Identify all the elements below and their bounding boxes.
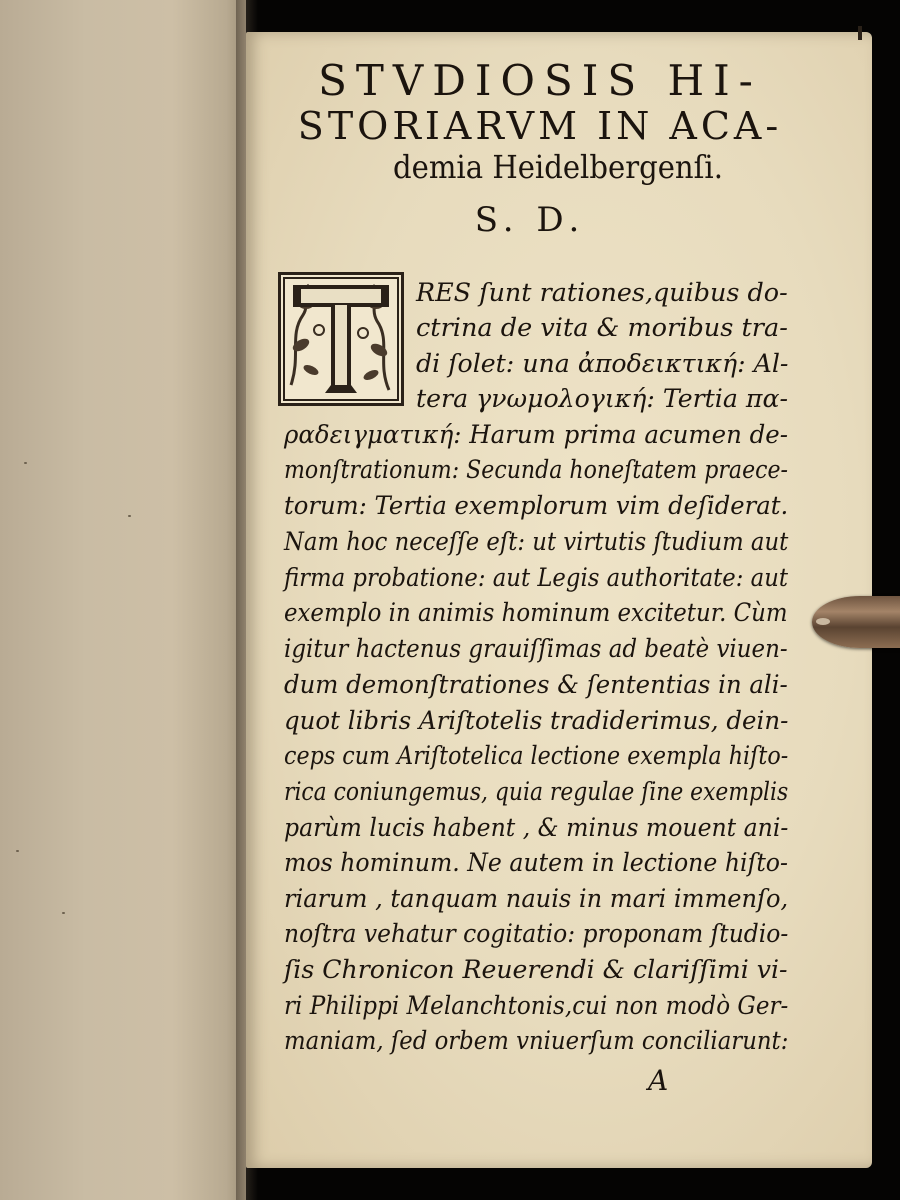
body-line: monſtrationum: Secunda honeſtatem praece- [284, 455, 789, 484]
body-line: Nam hoc neceſſe eſt: ut virtutis ſtudium aut [284, 527, 789, 556]
body-line: firma probatione: aut Legis authoritate: aut [284, 563, 788, 592]
heading-line-1: STVDIOSIS HI- [318, 56, 762, 105]
body-line: parùm lucis habent , & minus mouent ani- [284, 813, 789, 842]
body-line: exemplo in animis hominum excitetur. Cùm [284, 598, 788, 627]
body-line: ceps cum Ariſtotelica lectione exempla hiſto- [284, 741, 789, 770]
body-line: mos hominum. Ne autem in lectione hiſto- [284, 848, 788, 877]
body-line: torum: Tertia exemplorum vim deſiderat. [284, 491, 789, 520]
page-edge-mark [858, 26, 862, 40]
body-line: ctrina de vita & moribus tra- [416, 313, 788, 342]
salutation: S. D. [474, 200, 586, 240]
body-line: riarum , tanquam nauis in mari immenſo, [284, 884, 789, 913]
body-line: di ſolet: una ἀποδεικτική: Al- [416, 349, 789, 378]
decorated-initial [278, 272, 404, 406]
body-line: rica coniungemus, quia regulae ſine exemplis [284, 777, 789, 806]
body-line: dum demonſtrationes & ſententias in ali- [284, 670, 788, 699]
catchword: A [648, 1064, 669, 1097]
body-line: RES ſunt rationes,quibus do- [416, 278, 788, 307]
body-line: igitur hactenus grauiſſimas ad beatè viuen- [284, 634, 788, 663]
heading-line-3: demia Heidelbergenſi. [393, 148, 723, 186]
body-line: maniam, ſed orbem vniuerſum conciliarunt: [284, 1026, 789, 1055]
body-line: ri Philippi Melanchtonis,cui non modò Ger- [284, 991, 789, 1020]
body-line: ραδειγματική: Harum prima acumen de- [284, 420, 789, 449]
bookmark-ribbon [812, 596, 900, 648]
paper-speck [62, 912, 65, 914]
paper-speck [128, 515, 131, 517]
body-line: noſtra vehatur cogitatio: proponam ſtudio- [284, 919, 789, 948]
body-line: quot libris Ariſtotelis tradiderimus, dein- [284, 706, 789, 735]
left-blank-page [0, 0, 246, 1200]
body-line: tera γνωμολογική: Tertia πα- [416, 384, 788, 413]
heading-line-2: STORIARVM IN ACA- [297, 104, 783, 148]
foliage-ornament-icon [281, 275, 401, 403]
paper-speck [24, 462, 27, 464]
body-line: ſis Chronicon Reuerendi & clariſſimi vi- [284, 955, 788, 984]
paper-speck [16, 850, 19, 852]
